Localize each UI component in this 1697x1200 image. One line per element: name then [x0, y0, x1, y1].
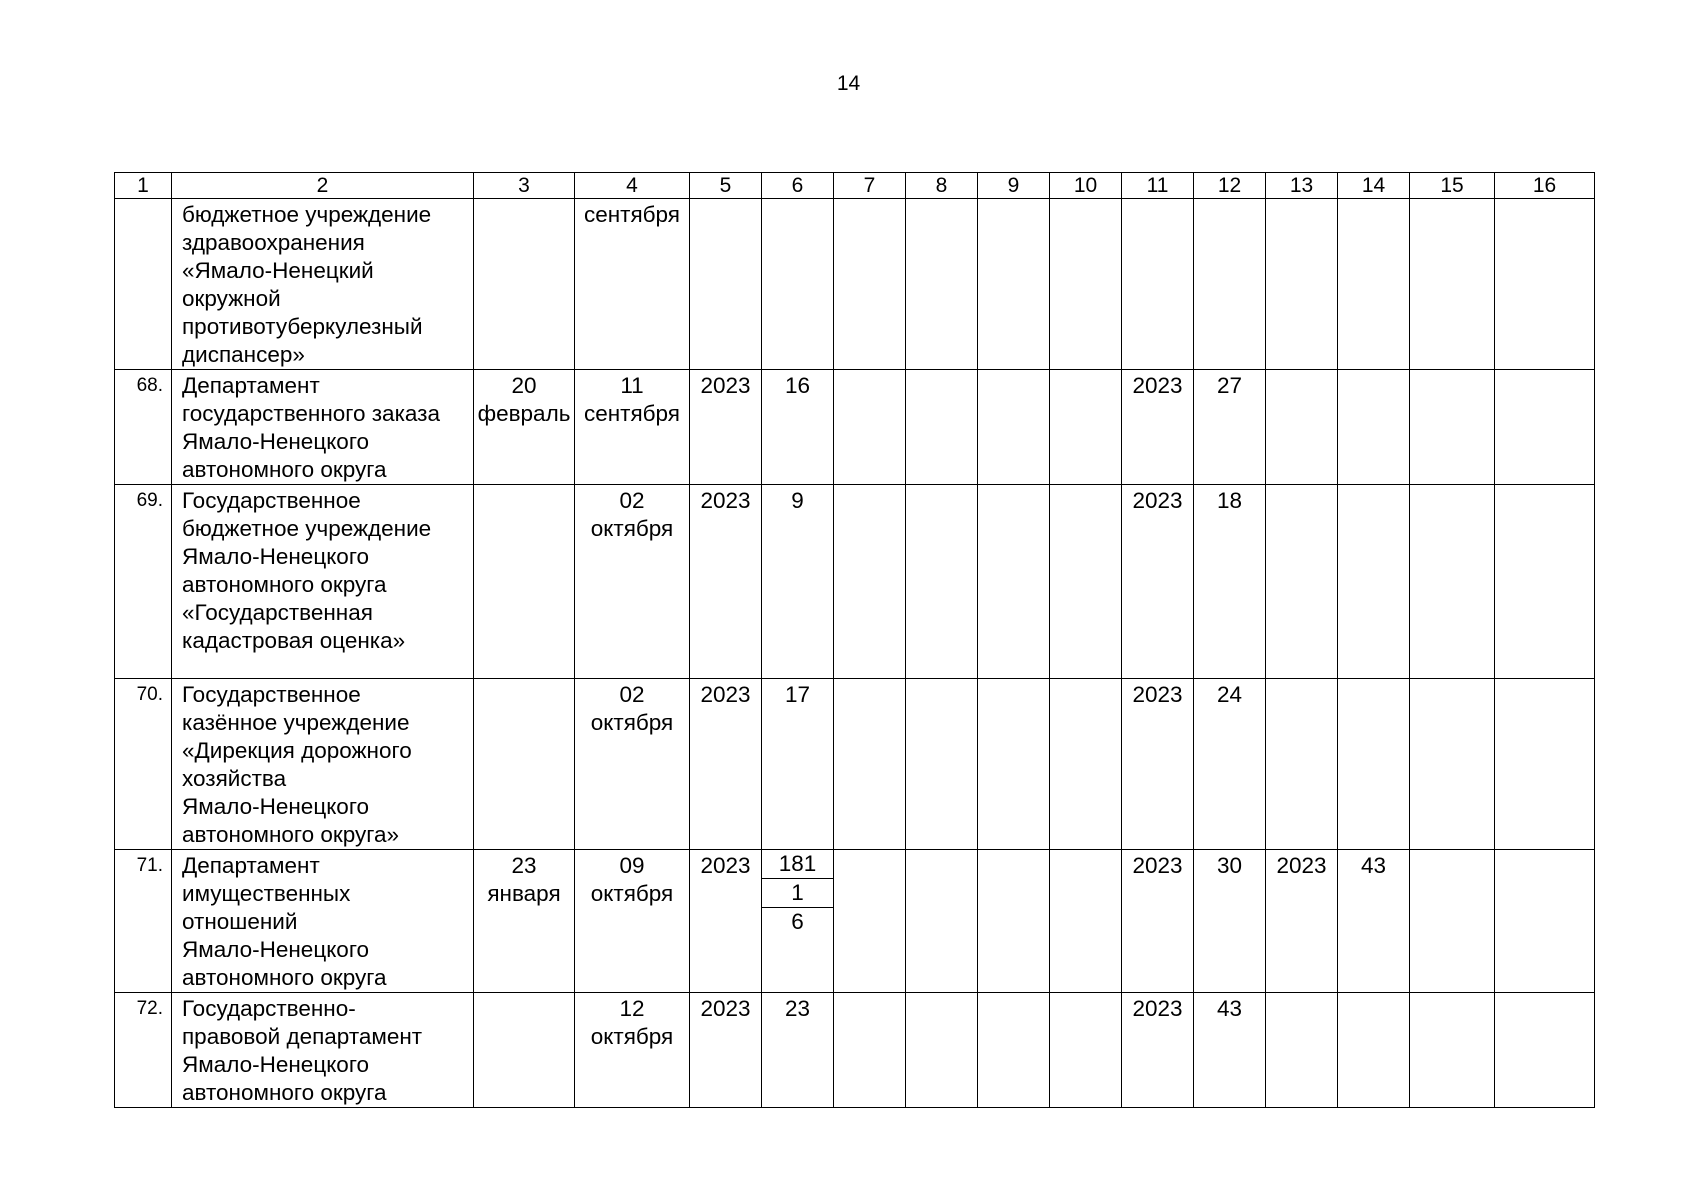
cell-col3 [474, 199, 575, 370]
cell-line: отношений [182, 909, 298, 934]
cell-col16 [1495, 679, 1595, 850]
cell-col16 [1495, 993, 1595, 1108]
cell-col11 [1122, 199, 1194, 370]
table-row [115, 993, 1595, 1108]
registry-table [114, 172, 1595, 1108]
cell-line: правовой департамент [182, 1024, 423, 1049]
cell-line: 23 [784, 996, 811, 1021]
cell-col12: 24 [1194, 679, 1266, 850]
cell-line: сентября [583, 401, 680, 426]
organization-name [172, 370, 474, 485]
cell-col15 [1410, 485, 1495, 679]
cell-col10 [1050, 993, 1122, 1108]
cell-col9 [978, 199, 1050, 370]
cell-col13 [1266, 679, 1338, 850]
cell-line: автономного округа [182, 457, 387, 482]
cell-col6 [762, 485, 834, 679]
cell-line: октября [590, 881, 674, 906]
cell-col15 [1410, 370, 1495, 485]
header-cell-9: 9 [978, 173, 1050, 199]
header-cell-12: 12 [1194, 173, 1266, 199]
cell-line: Государственное [182, 488, 361, 513]
cell-line: 17 [784, 682, 811, 707]
cell-line: 09 [619, 853, 645, 878]
table-row [115, 485, 1595, 679]
cell-line: 23 [511, 853, 537, 878]
cell-col14: 43 [1338, 850, 1410, 993]
cell-col4 [575, 199, 690, 370]
cell-col9 [978, 679, 1050, 850]
cell-col10 [1050, 370, 1122, 485]
cell-col7 [834, 850, 906, 993]
row-number [115, 199, 172, 370]
cell-line: Ямало-Ненецкого [182, 429, 370, 454]
row-number: 68. [115, 370, 172, 485]
cell-col3 [474, 993, 575, 1108]
cell-col10 [1050, 850, 1122, 993]
cell-col4 [575, 850, 690, 993]
cell-line: 16 [784, 373, 811, 398]
cell-col11: 2023 [1122, 485, 1194, 679]
cell-line: «Ямало-Ненецкий [182, 258, 374, 283]
cell-line: бюджетное учреждение [182, 202, 432, 227]
cell-line: сентября [583, 202, 680, 227]
cell-col14 [1338, 199, 1410, 370]
cell-col10 [1050, 679, 1122, 850]
cell-line: октября [590, 710, 674, 735]
cell-col7 [834, 679, 906, 850]
cell-line: Ямало-Ненецкого [182, 544, 370, 569]
cell-col8 [906, 993, 978, 1108]
organization-name [172, 485, 474, 679]
organization-name [172, 850, 474, 993]
cell-line: автономного округа [182, 1080, 387, 1105]
cell-col6 [762, 850, 834, 993]
cell-line: 02 [619, 682, 645, 707]
header-cell-3: 3 [474, 173, 575, 199]
cell-col16 [1495, 850, 1595, 993]
cell-col4 [575, 679, 690, 850]
cell-col6-stack [762, 850, 833, 936]
row-number: 71. [115, 850, 172, 993]
header-row [115, 173, 1595, 199]
cell-line: Ямало-Ненецкого [182, 794, 370, 819]
organization-name [172, 993, 474, 1108]
cell-col11: 2023 [1122, 850, 1194, 993]
cell-col10 [1050, 199, 1122, 370]
cell-col3 [474, 850, 575, 993]
cell-col14 [1338, 485, 1410, 679]
cell-line: здравоохранения [182, 230, 365, 255]
cell-line: автономного округа [182, 572, 387, 597]
cell-col8 [906, 199, 978, 370]
cell-line: Ямало-Ненецкого [182, 1052, 370, 1077]
cell-col11: 2023 [1122, 679, 1194, 850]
cell-col8 [906, 370, 978, 485]
cell-col6 [762, 199, 834, 370]
cell-col5: 2023 [690, 370, 762, 485]
header-cell-5: 5 [690, 173, 762, 199]
cell-line: октября [590, 1024, 674, 1049]
cell-col11: 2023 [1122, 993, 1194, 1108]
cell-col7 [834, 485, 906, 679]
cell-line: Департамент [182, 853, 320, 878]
cell-col3 [474, 485, 575, 679]
cell-line: 11 [620, 373, 644, 398]
cell-line: казённое учреждение [182, 710, 410, 735]
header-cell-15: 15 [1410, 173, 1495, 199]
cell-line: имущественных [182, 881, 351, 906]
table-row [115, 679, 1595, 850]
cell-col15 [1410, 993, 1495, 1108]
cell-col6 [762, 993, 834, 1108]
cell-col13 [1266, 993, 1338, 1108]
cell-col6-value: 181 [762, 850, 833, 879]
cell-line: Ямало-Ненецкого [182, 937, 370, 962]
cell-col13: 2023 [1266, 850, 1338, 993]
cell-line: хозяйства [182, 766, 287, 791]
cell-col4 [575, 993, 690, 1108]
cell-col14 [1338, 679, 1410, 850]
cell-col12 [1194, 199, 1266, 370]
cell-col14 [1338, 370, 1410, 485]
header-cell-10: 10 [1050, 173, 1122, 199]
cell-col5: 2023 [690, 850, 762, 993]
cell-col13 [1266, 199, 1338, 370]
cell-col5: 2023 [690, 679, 762, 850]
cell-line: государственного заказа [182, 401, 441, 426]
cell-line: автономного округа [182, 965, 387, 990]
table-row [115, 199, 1595, 370]
header-cell-6: 6 [762, 173, 834, 199]
cell-col16 [1495, 199, 1595, 370]
header-cell-13: 13 [1266, 173, 1338, 199]
header-cell-8: 8 [906, 173, 978, 199]
cell-line: Государственно- [182, 996, 356, 1021]
cell-line: 9 [791, 488, 804, 513]
cell-col15 [1410, 199, 1495, 370]
cell-line: диспансер» [182, 342, 305, 367]
cell-col5: 2023 [690, 993, 762, 1108]
table-row [115, 850, 1595, 993]
cell-col13 [1266, 370, 1338, 485]
cell-col10 [1050, 485, 1122, 679]
header-cell-14: 14 [1338, 173, 1410, 199]
header-cell-7: 7 [834, 173, 906, 199]
cell-col9 [978, 485, 1050, 679]
cell-col6 [762, 370, 834, 485]
cell-line: Государственное [182, 682, 361, 707]
cell-col3 [474, 370, 575, 485]
cell-col11: 2023 [1122, 370, 1194, 485]
row-number: 70. [115, 679, 172, 850]
row-number: 72. [115, 993, 172, 1108]
cell-col7 [834, 370, 906, 485]
cell-col9 [978, 370, 1050, 485]
cell-col5: 2023 [690, 485, 762, 679]
cell-col8 [906, 679, 978, 850]
organization-name [172, 199, 474, 370]
cell-col8 [906, 485, 978, 679]
cell-col13 [1266, 485, 1338, 679]
cell-col7 [834, 993, 906, 1108]
cell-line: окружной [182, 286, 281, 311]
cell-col12: 30 [1194, 850, 1266, 993]
cell-col15 [1410, 679, 1495, 850]
cell-col6-value: 1 [762, 879, 833, 908]
cell-col12: 43 [1194, 993, 1266, 1108]
cell-col4 [575, 370, 690, 485]
cell-line: «Дирекция дорожного [182, 738, 412, 763]
cell-line: января [487, 881, 561, 906]
cell-line: октября [590, 516, 674, 541]
cell-line: 02 [619, 488, 645, 513]
cell-col9 [978, 993, 1050, 1108]
cell-line: 20 [511, 373, 537, 398]
cell-col16 [1495, 370, 1595, 485]
header-cell-1: 1 [115, 173, 172, 199]
cell-col16 [1495, 485, 1595, 679]
cell-col3 [474, 679, 575, 850]
cell-col6 [762, 679, 834, 850]
cell-col12: 18 [1194, 485, 1266, 679]
cell-line: противотуберкулезный [182, 314, 423, 339]
cell-line: «Государственная [182, 600, 373, 625]
cell-col5 [690, 199, 762, 370]
cell-col4 [575, 485, 690, 679]
header-cell-11: 11 [1122, 173, 1194, 199]
row-number: 69. [115, 485, 172, 679]
cell-col9 [978, 850, 1050, 993]
page-number: 14 [836, 72, 861, 95]
cell-col12: 27 [1194, 370, 1266, 485]
cell-col7 [834, 199, 906, 370]
table-row [115, 370, 1595, 485]
cell-line: февраль [477, 401, 571, 426]
header-cell-16: 16 [1495, 173, 1595, 199]
cell-line: 12 [619, 996, 645, 1021]
cell-line: автономного округа» [182, 822, 399, 847]
cell-col15 [1410, 850, 1495, 993]
cell-line: кадастровая оценка» [182, 628, 406, 653]
header-cell-4: 4 [575, 173, 690, 199]
cell-col6-value: 6 [791, 909, 804, 934]
cell-line: бюджетное учреждение [182, 516, 432, 541]
cell-col14 [1338, 993, 1410, 1108]
header-cell-2: 2 [172, 173, 474, 199]
cell-col8 [906, 850, 978, 993]
cell-line: Департамент [182, 373, 320, 398]
organization-name [172, 679, 474, 850]
